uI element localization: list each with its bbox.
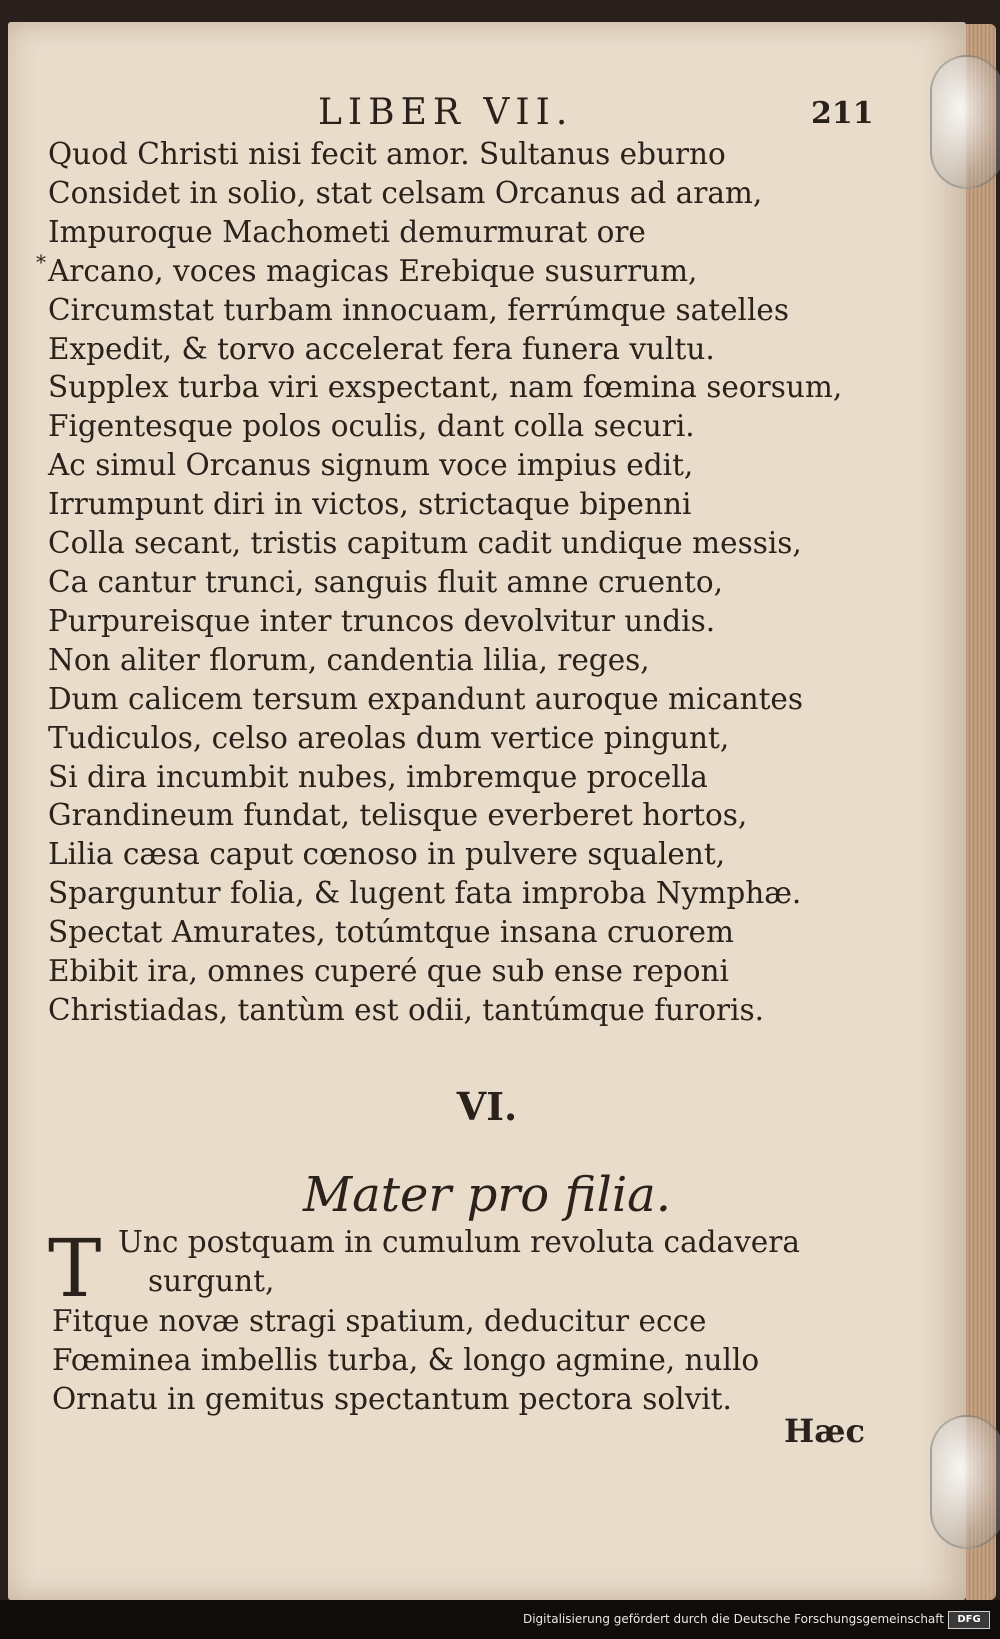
verse-line: Circumstat turbam innocuam, ferrúmque satelles bbox=[48, 292, 790, 327]
verse-line: Colla secant, tristis capitum cadit undique messis, bbox=[48, 526, 802, 561]
verse-line: Ac simul Orcanus signum voce impius edit, bbox=[48, 448, 694, 483]
verse-block-bottom bbox=[52, 1302, 759, 1419]
verse-line: Irrumpunt diri in victos, strictaque bipenni bbox=[48, 487, 692, 522]
verse-block-top bbox=[48, 135, 908, 1030]
verse-line: Lilia cæsa caput cœnoso in pulvere squalent, bbox=[48, 837, 726, 872]
glass-clip-top bbox=[930, 55, 1000, 189]
verse-line: Supplex turba viri exspectant, nam fœmina seorsum, bbox=[48, 370, 843, 405]
verse-line: Figentesque polos oculis, dant colla securi. bbox=[48, 409, 695, 444]
verse-line: Quod Christi nisi fecit amor. Sultanus eburno bbox=[48, 137, 726, 171]
verse-line: Ebibit ira, omnes cuperé que sub ense reponi bbox=[48, 954, 729, 989]
verse-line: Fœminea imbellis turba, & longo agmine, nullo bbox=[52, 1343, 760, 1377]
verse-line: Christiadas, tantùm est odii, tantúmque furoris. bbox=[48, 992, 765, 1027]
page-edge bbox=[966, 24, 996, 1600]
page-number: 211 bbox=[811, 96, 874, 131]
dfg-logo: DFG bbox=[948, 1611, 990, 1629]
verse-line: Fitque novæ stragi spatium, deducitur ecce bbox=[52, 1304, 707, 1338]
verse-first-line-continuation: surgunt, bbox=[148, 1264, 275, 1298]
verse-first-line: Unc postquam in cumulum revoluta cadavera bbox=[118, 1225, 800, 1259]
verse-line: Dum calicem tersum expandunt auroque micantes bbox=[48, 681, 804, 716]
verse-line: Expedit, & torvo accelerat fera funera vultu. bbox=[48, 331, 715, 366]
verse-line: Impuroque Machometi demurmurat ore bbox=[48, 214, 646, 249]
glass-clip-bottom bbox=[930, 1415, 1000, 1549]
margin-marker: * bbox=[36, 250, 46, 274]
verse-line: Non aliter florum, candentia lilia, reges, bbox=[48, 642, 650, 677]
verse-line: Spectat Amurates, totúmtque insana cruorem bbox=[48, 915, 734, 950]
verse-line: Considet in solio, stat celsam Orcanus ad aram, bbox=[48, 175, 763, 210]
verse-line: Purpureisque inter truncos devolvitur undis. bbox=[48, 603, 716, 638]
verse-line: Ornatu in gemitus spectantum pectora solvit. bbox=[52, 1382, 732, 1416]
verse-line: Tudiculos, celso areolas dum vertice pingunt, bbox=[48, 720, 730, 755]
section-title: Mater pro filia. bbox=[302, 1167, 672, 1223]
verse-line: Arcano, voces magicas Erebique susurrum, bbox=[48, 253, 698, 288]
drop-capital: T bbox=[48, 1222, 102, 1315]
verse-line: Si dira incumbit nubes, imbremque procella bbox=[48, 759, 708, 794]
book-page bbox=[8, 22, 966, 1600]
verse-line: Grandineum fundat, telisque everberet hortos, bbox=[48, 798, 748, 833]
catchword: Hæc bbox=[784, 1412, 865, 1450]
verse-line: Ca cantur trunci, sanguis fluit amne cruento, bbox=[48, 564, 724, 599]
running-head: LIBER VII. bbox=[318, 92, 574, 133]
funding-credit: Digitalisierung gefördert durch die Deutsche Forschungsgemeinschaft bbox=[522, 1612, 944, 1626]
verse-line: Sparguntur folia, & lugent fata improba Nymphæ. bbox=[48, 876, 802, 911]
footer-bar bbox=[0, 1600, 1000, 1639]
section-number: VI. bbox=[456, 1084, 518, 1129]
